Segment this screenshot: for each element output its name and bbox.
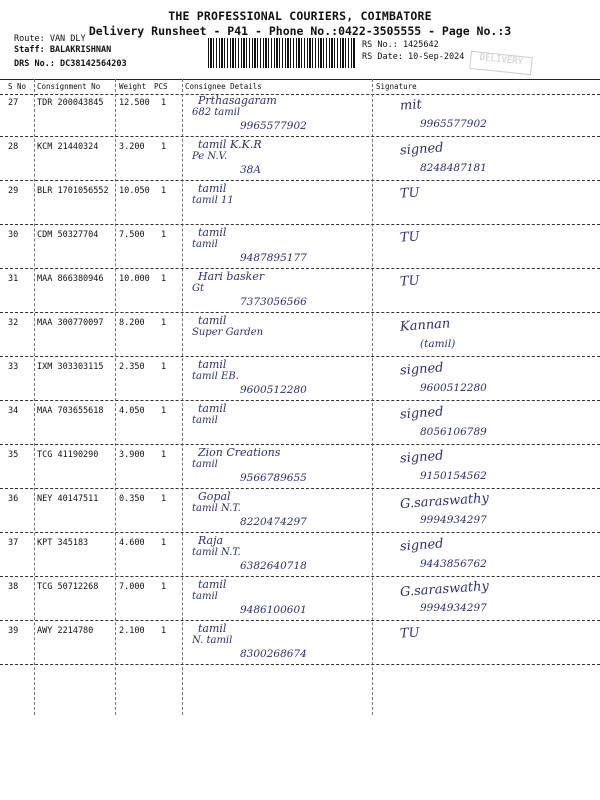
row-weight: 10.000 — [119, 274, 150, 284]
row-sno: 27 — [8, 98, 19, 108]
row-sno: 39 — [8, 626, 19, 636]
row-weight: 3.200 — [119, 142, 145, 152]
row-pcs: 1 — [161, 98, 167, 108]
row-consignment-no: BLR 1701056552 — [37, 186, 109, 196]
consignee-phone: 7373056566 — [240, 296, 307, 308]
row-pcs: 1 — [161, 230, 167, 240]
consignee-name: Prthasagaram — [198, 94, 277, 107]
signature-handwriting: G.saraswathy — [399, 490, 490, 513]
company-title: THE PROFESSIONAL COURIERS, COIMBATORE — [168, 9, 432, 23]
row-weight: 8.200 — [119, 318, 145, 328]
signature-phone: 9965577902 — [420, 118, 487, 130]
consignee-address: Super Garden — [192, 327, 264, 338]
signature-phone: 9150154562 — [420, 470, 487, 482]
row-sno: 31 — [8, 274, 19, 284]
table-row — [0, 358, 600, 401]
signature-handwriting: signed — [399, 536, 445, 555]
row-pcs: 1 — [161, 318, 167, 328]
signature-handwriting: signed — [399, 404, 445, 423]
route-label: Route: VAN DLY — [14, 34, 86, 44]
signature-handwriting: TU — [399, 229, 421, 246]
consignee-name: Zion Creations — [198, 446, 281, 459]
row-pcs: 1 — [161, 406, 167, 416]
signature-handwriting: TU — [399, 185, 421, 202]
signature-handwriting: signed — [399, 360, 445, 379]
consignee-address: 682 tamil — [192, 107, 241, 118]
col-consignment: Consignment No — [37, 82, 101, 91]
consignee-address: tamil — [192, 591, 218, 602]
consignee-address: N. tamil — [192, 635, 233, 646]
consignee-phone: 8220474297 — [240, 516, 307, 528]
signature-handwriting: Kannan — [399, 316, 451, 335]
signature-phone: 9994934297 — [420, 602, 487, 614]
table-row — [0, 138, 600, 181]
consignee-name: Gopal — [198, 490, 231, 503]
row-weight: 3.900 — [119, 450, 145, 460]
table-row — [0, 490, 600, 533]
consignee-phone: 9566789655 — [240, 472, 307, 484]
row-consignment-no: MAA 866380946 — [37, 274, 104, 284]
row-pcs: 1 — [161, 582, 167, 592]
row-sno: 30 — [8, 230, 19, 240]
row-pcs: 1 — [161, 362, 167, 372]
signature-handwriting: mit — [399, 97, 423, 114]
signature-phone: 9443856762 — [420, 558, 487, 570]
table-row — [0, 314, 600, 357]
signature-handwriting: TU — [399, 625, 421, 642]
rs-date: RS Date: 10-Sep-2024 — [362, 52, 465, 62]
signature-handwriting: TU — [399, 273, 421, 290]
consignee-name: tamil — [198, 402, 227, 415]
row-weight: 4.600 — [119, 538, 145, 548]
row-pcs: 1 — [161, 538, 167, 548]
row-consignment-no: IXM 303303115 — [37, 362, 104, 372]
row-sno: 32 — [8, 318, 19, 328]
consignee-name: Raja — [198, 534, 224, 547]
row-consignment-no: KPT 345183 — [37, 538, 89, 548]
consignee-phone: 38A — [240, 164, 261, 176]
row-pcs: 1 — [161, 494, 167, 504]
row-pcs: 1 — [161, 450, 167, 460]
table-row — [0, 402, 600, 445]
row-pcs: 1 — [161, 274, 167, 284]
consignee-name: tamil — [198, 622, 227, 635]
consignee-address: tamil N.T. — [192, 503, 241, 514]
consignee-name: tamil — [198, 578, 227, 591]
row-weight: 10.050 — [119, 186, 150, 196]
consignee-name: tamil — [198, 314, 227, 327]
signature-phone: 9600512280 — [420, 382, 487, 394]
row-pcs: 1 — [161, 186, 167, 196]
col-consignee: Consignee Details — [185, 82, 262, 91]
consignee-phone: 9487895177 — [240, 252, 307, 264]
row-weight: 7.500 — [119, 230, 145, 240]
signature-handwriting: signed — [399, 448, 445, 467]
row-consignment-no: TCG 41190290 — [37, 450, 99, 460]
consignee-address: tamil 11 — [192, 195, 234, 206]
consignee-name: tamil — [198, 226, 227, 239]
row-sno: 28 — [8, 142, 19, 152]
col-weight: Weight — [119, 82, 147, 91]
barcode — [208, 38, 356, 68]
row-consignment-no: NEY 40147511 — [37, 494, 99, 504]
row-sno: 29 — [8, 186, 19, 196]
signature-phone: 8056106789 — [420, 426, 487, 438]
consignee-address: tamil — [192, 239, 218, 250]
row-weight: 4.050 — [119, 406, 145, 416]
rs-number: RS No.: 1425642 — [362, 40, 439, 50]
row-consignment-no: TDR 200043845 — [37, 98, 104, 108]
consignee-phone: 9600512280 — [240, 384, 307, 396]
consignee-address: Pe N.V. — [192, 151, 228, 162]
row-weight: 2.350 — [119, 362, 145, 372]
row-sno: 37 — [8, 538, 19, 548]
consignee-name: tamil — [198, 358, 227, 371]
consignee-address: tamil EB. — [192, 371, 239, 382]
drs-label: DRS No.: DC38142564203 — [14, 59, 127, 69]
signature-handwriting: G.saraswathy — [399, 578, 490, 601]
consignee-address: tamil — [192, 415, 218, 426]
col-sno: S No — [8, 82, 27, 91]
signature-handwriting: signed — [399, 140, 445, 159]
staff-label: Staff: BALAKRISHNAN — [14, 45, 112, 55]
signature-phone: (tamil) — [420, 338, 456, 350]
table-row — [0, 226, 600, 269]
consignee-phone: 9486100601 — [240, 604, 307, 616]
row-sno: 34 — [8, 406, 19, 416]
row-weight: 0.350 — [119, 494, 145, 504]
delivery-stamp: DELIVERY — [469, 51, 533, 75]
table-row — [0, 94, 600, 137]
consignee-phone: 6382640718 — [240, 560, 307, 572]
consignee-address: Gt — [192, 283, 205, 294]
col-pcs: PCS — [154, 82, 168, 91]
table-row — [0, 270, 600, 313]
consignee-address: tamil — [192, 459, 218, 470]
table-row — [0, 578, 600, 621]
consignee-name: tamil — [198, 182, 227, 195]
row-pcs: 1 — [161, 626, 167, 636]
row-weight: 12.500 — [119, 98, 150, 108]
table-row — [0, 622, 600, 665]
row-sno: 35 — [8, 450, 19, 460]
signature-phone: 8248487181 — [420, 162, 487, 174]
row-weight: 2.100 — [119, 626, 145, 636]
row-consignment-no: CDM 50327704 — [37, 230, 99, 240]
row-consignment-no: MAA 300770097 — [37, 318, 104, 328]
signature-phone: 9994934297 — [420, 514, 487, 526]
row-sno: 36 — [8, 494, 19, 504]
row-sno: 33 — [8, 362, 19, 372]
row-consignment-no: AWY 2214780 — [37, 626, 94, 636]
table-row — [0, 182, 600, 225]
consignee-name: tamil K.K.R — [198, 138, 262, 151]
runsheet-subtitle: Delivery Runsheet - P41 - Phone No.:0422-3505555 - Page No.:3 — [88, 24, 512, 38]
table-row — [0, 534, 600, 577]
consignee-address: tamil N.T. — [192, 547, 241, 558]
row-consignment-no: MAA 703655618 — [37, 406, 104, 416]
col-signature: Signature — [376, 82, 417, 91]
table-header — [0, 79, 600, 95]
row-pcs: 1 — [161, 142, 167, 152]
row-consignment-no: KCM 21440324 — [37, 142, 99, 152]
consignee-phone: 9965577902 — [240, 120, 307, 132]
row-consignment-no: TCG 50712268 — [37, 582, 99, 592]
consignee-name: Hari basker — [198, 270, 265, 283]
consignee-phone: 8300268674 — [240, 648, 307, 660]
row-weight: 7.000 — [119, 582, 145, 592]
table-row — [0, 446, 600, 489]
row-sno: 38 — [8, 582, 19, 592]
